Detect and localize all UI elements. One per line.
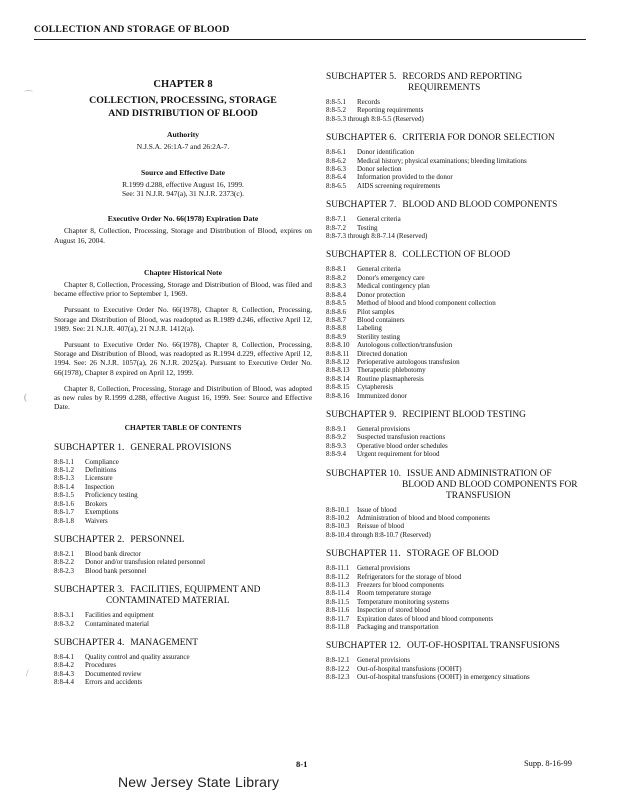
section-number: 8:8-6.4 bbox=[326, 173, 347, 182]
section-number: 8:8-8.10 bbox=[326, 341, 350, 350]
section-number: 8:8-12.1 bbox=[326, 656, 350, 665]
section-number: 8:8-11.8 bbox=[326, 623, 350, 632]
section-title: Waivers bbox=[85, 516, 108, 525]
toc-entry bbox=[54, 474, 312, 482]
supplement-date: Supp. 8-16-99 bbox=[524, 759, 572, 768]
historical-paragraph: Pursuant to Executive Order No. 66(1978), Chapter 8, Collection, Processing, Storage and Distribution of Blood, was readopted as R.1989 d.246, effective April 12, 1989. See: 21 N.J.R. 407(a), 21 N.J.R. 1412(a). bbox=[54, 305, 312, 333]
section-number: 8:8-7.2 bbox=[326, 223, 347, 232]
toc-entry bbox=[54, 611, 312, 619]
section-number: 8:8-9.2 bbox=[326, 433, 347, 442]
toc-entry bbox=[54, 491, 312, 499]
historical-paragraph: Pursuant to Executive Order No. 66(1978), Chapter 8, Collection, Processing, Storage and Distribution of Blood, was readopted as R.1994 d.229, effective April 12, 1994. See: 26 N.J.R. 1057(a), 26 N.J.R. 2025(a). Pursuant to Executive Order No. 66(1978), Chapter 8 expired on April 12, 1999. bbox=[54, 340, 312, 377]
toc-entry bbox=[326, 673, 588, 681]
toc-entry bbox=[54, 678, 312, 686]
subchapter-heading: SUBCHAPTER 12. OUT-OF-HOSPITAL TRANSFUSIONS bbox=[326, 641, 560, 652]
subchapter-heading: SUBCHAPTER 10. ISSUE AND ADMINISTRATION OF BLOOD AND BLOOD COMPONENTS FOR TRANSFUSION bbox=[326, 468, 578, 501]
section-number: 8:8-8.14 bbox=[326, 374, 350, 383]
section-number: 8:8-8.13 bbox=[326, 366, 350, 375]
subchapter-heading: SUBCHAPTER 4. MANAGEMENT bbox=[54, 637, 199, 648]
section-title: Room temperature storage bbox=[357, 589, 432, 598]
subchapter-list bbox=[54, 653, 312, 687]
section-title: General provisions bbox=[357, 656, 411, 665]
section-title: Autologous collection/transfusion bbox=[357, 341, 453, 350]
section-number: 8:8-4.2 bbox=[54, 661, 75, 670]
exec-order-heading: Executive Order No. 66(1978) Expiration Date bbox=[107, 214, 259, 224]
section-title: Operative blood order schedules bbox=[357, 441, 448, 450]
section-title: Brokers bbox=[85, 499, 108, 508]
library-stamp: New Jersey State Library bbox=[118, 774, 280, 790]
subchapter-heading: SUBCHAPTER 1. GENERAL PROVISIONS bbox=[54, 442, 232, 453]
toc-entry bbox=[326, 182, 588, 190]
toc-entry bbox=[326, 165, 588, 173]
margin-mark: / bbox=[26, 668, 29, 678]
section-title: Reporting requirements bbox=[357, 106, 424, 115]
section-title: Sterility testing bbox=[357, 332, 400, 341]
section-number: 8:8-1.2 bbox=[54, 466, 75, 475]
toc-entry bbox=[326, 564, 588, 572]
section-number: 8:8-9.4 bbox=[326, 450, 347, 459]
section-number: 8:8-7.1 bbox=[326, 215, 347, 224]
section-title: Records bbox=[357, 98, 380, 106]
section-title: Blood bank director bbox=[85, 549, 141, 558]
section-title: Therapeutic phlebotomy bbox=[357, 366, 426, 375]
toc-entry bbox=[326, 581, 588, 589]
toc-entry bbox=[326, 308, 588, 316]
historical-note-heading: Chapter Historical Note bbox=[144, 267, 222, 277]
subchapter-list bbox=[54, 550, 312, 575]
toc-entry bbox=[326, 615, 588, 623]
toc-entry bbox=[54, 661, 312, 669]
toc-entry bbox=[326, 450, 588, 458]
section-title: Perioperative autologous transfusion bbox=[357, 357, 460, 366]
toc-entry bbox=[326, 506, 588, 514]
section-number: 8:8-2.2 bbox=[54, 558, 75, 567]
toc-entry bbox=[326, 316, 588, 324]
toc-entry bbox=[326, 573, 588, 581]
section-title: Errors and accidents bbox=[85, 678, 143, 687]
section-number: 8:8-8.1 bbox=[326, 265, 347, 274]
running-header: COLLECTION AND STORAGE OF BLOOD bbox=[34, 24, 230, 35]
section-title: Donor and/or transfusion related personnel bbox=[85, 558, 206, 567]
subchapter-list bbox=[326, 148, 588, 190]
chapter-number: CHAPTER 8 bbox=[153, 79, 213, 90]
section-title: General criteria bbox=[357, 265, 401, 274]
toc-entry bbox=[326, 148, 588, 156]
toc-reserved-range: 8:8-10.4 through 8:8-10.7 (Reserved) bbox=[326, 530, 431, 539]
subchapter-heading: SUBCHAPTER 6. CRITERIA FOR DONOR SELECTION bbox=[326, 133, 555, 144]
toc-entry bbox=[326, 425, 588, 433]
section-number: 8:8-11.1 bbox=[326, 564, 350, 573]
subchapter-list bbox=[326, 564, 588, 631]
section-number: 8:8-10.1 bbox=[326, 505, 350, 514]
section-title: AIDS screening requirements bbox=[357, 181, 441, 190]
toc-entry bbox=[54, 466, 312, 474]
section-title: Contaminated material bbox=[85, 619, 149, 628]
section-number: 8:8-8.5 bbox=[326, 299, 347, 308]
toc-entry bbox=[326, 598, 588, 606]
section-number: 8:8-8.16 bbox=[326, 391, 350, 400]
left-column bbox=[54, 72, 312, 687]
section-title: General criteria bbox=[357, 215, 401, 224]
toc-entry bbox=[326, 433, 588, 441]
section-title: Proficiency testing bbox=[85, 491, 138, 500]
toc-entry bbox=[54, 653, 312, 661]
toc-entry bbox=[326, 383, 588, 391]
toc-entry bbox=[54, 500, 312, 508]
section-title: Packaging and transportation bbox=[357, 623, 439, 632]
section-title: Reissue of blood bbox=[357, 522, 405, 531]
section-number: 8:8-11.7 bbox=[326, 614, 350, 623]
toc-entry bbox=[326, 299, 588, 307]
right-column bbox=[326, 72, 588, 682]
page-number: 8-1 bbox=[296, 759, 308, 769]
section-number: 8:8-1.8 bbox=[54, 516, 75, 525]
subchapter-list bbox=[326, 215, 588, 240]
section-number: 8:8-3.1 bbox=[54, 611, 75, 620]
section-number: 8:8-8.7 bbox=[326, 315, 347, 324]
subchapter-list bbox=[326, 656, 588, 681]
section-title: Information provided to the donor bbox=[357, 173, 453, 182]
section-title: Medical contingency plan bbox=[357, 282, 430, 291]
section-title: Procedures bbox=[85, 661, 117, 670]
toc-entry bbox=[54, 567, 312, 575]
section-number: 8:8-6.1 bbox=[326, 148, 347, 157]
source-line: R.1999 d.288, effective August 16, 1999. bbox=[122, 179, 244, 189]
section-title: Blood bank personnel bbox=[85, 566, 147, 575]
source-line: See: 31 N.J.R. 947(a), 31 N.J.R. 2373(c). bbox=[122, 189, 244, 199]
subchapter-list bbox=[54, 458, 312, 525]
section-title: Method of blood and blood component collection bbox=[357, 299, 496, 308]
section-number: 8:8-12.3 bbox=[326, 673, 350, 682]
section-number: 8:8-4.1 bbox=[54, 652, 75, 661]
section-title: Temperature monitoring systems bbox=[357, 597, 450, 606]
subchapter-heading: SUBCHAPTER 9. RECIPIENT BLOOD TESTING bbox=[326, 409, 526, 420]
section-title: Medical history; physical examinations; bleeding limitations bbox=[357, 156, 527, 165]
section-title: Donor's emergency care bbox=[357, 273, 425, 282]
section-number: 8:8-5.2 bbox=[326, 106, 347, 115]
margin-mark: ⌒ bbox=[24, 90, 34, 100]
section-number: 8:8-10.2 bbox=[326, 514, 350, 522]
section-title: Donor protection bbox=[357, 290, 406, 299]
subchapter-heading: SUBCHAPTER 5. RECORDS AND REPORTING REQUIREMENTS bbox=[326, 72, 523, 93]
section-number: 8:8-8.9 bbox=[326, 332, 347, 341]
exec-order-text: Chapter 8, Collection, Processing, Storage and Distribution of Blood, expires on August 16, 2004. bbox=[54, 226, 312, 245]
toc-entry bbox=[326, 98, 588, 106]
toc-entry bbox=[54, 508, 312, 516]
section-number: 8:8-5.1 bbox=[326, 98, 347, 106]
section-number: 8:8-2.1 bbox=[54, 549, 75, 558]
section-number: 8:8-8.2 bbox=[326, 273, 347, 282]
section-number: 8:8-8.12 bbox=[326, 357, 350, 366]
section-title: Routine plasmapheresis bbox=[357, 374, 424, 383]
section-title: Definitions bbox=[85, 466, 117, 475]
toc-entry bbox=[54, 483, 312, 491]
section-title: Refrigerators for the storage of blood bbox=[357, 572, 462, 581]
section-number: 8:8-3.2 bbox=[54, 619, 75, 628]
subchapter-heading: SUBCHAPTER 7. BLOOD AND BLOOD COMPONENTS bbox=[326, 200, 558, 211]
section-number: 8:8-11.2 bbox=[326, 572, 350, 581]
section-number: 8:8-9.1 bbox=[326, 424, 347, 433]
section-number: 8:8-8.15 bbox=[326, 383, 350, 392]
toc-entry bbox=[326, 350, 588, 358]
toc-entry bbox=[54, 458, 312, 466]
toc-entry bbox=[326, 665, 588, 673]
historical-paragraph: Chapter 8, Collection, Processing, Storage and Distribution of Blood, was filed and became effective prior to September 1, 1969. bbox=[54, 280, 312, 299]
section-title: Facilities and equipment bbox=[85, 611, 154, 620]
toc-entry bbox=[326, 265, 588, 273]
toc-entry bbox=[326, 291, 588, 299]
source-heading: Source and Effective Date bbox=[140, 167, 225, 177]
toc-entry bbox=[326, 224, 588, 232]
section-title: Suspected transfusion reactions bbox=[357, 433, 446, 442]
section-title: Exemptions bbox=[85, 508, 119, 517]
section-number: 8:8-2.3 bbox=[54, 566, 75, 575]
toc-entry bbox=[326, 522, 588, 530]
section-title: Out-of-hospital transfusions (OOHT) in emergency situations bbox=[357, 673, 530, 682]
authority-heading: Authority bbox=[166, 130, 200, 140]
subchapter-heading: SUBCHAPTER 2. PERSONNEL bbox=[54, 534, 185, 545]
section-number: 8:8-6.3 bbox=[326, 165, 347, 174]
toc-entry bbox=[54, 620, 312, 628]
subchapter-heading: SUBCHAPTER 11. STORAGE OF BLOOD bbox=[326, 549, 499, 560]
section-number: 8:8-1.6 bbox=[54, 499, 75, 508]
section-number: 8:8-11.4 bbox=[326, 589, 350, 598]
historical-paragraph: Chapter 8, Collection, Processing, Storage and Distribution of Blood, was adopted as new rules by R.1999 d.288, effective August 16, 1999. See: Source and Effective Date. bbox=[54, 383, 312, 412]
section-number: 8:8-8.8 bbox=[326, 324, 347, 333]
section-number: 8:8-8.6 bbox=[326, 307, 347, 316]
section-title: Blood containers bbox=[357, 315, 405, 324]
toc-entry bbox=[326, 173, 588, 181]
toc-reserved-range: 8:8-7.3 through 8:8-7.14 (Reserved) bbox=[326, 232, 428, 241]
toc-entry bbox=[54, 670, 312, 678]
toc-entry bbox=[54, 558, 312, 566]
toc-entry bbox=[326, 358, 588, 366]
section-title: General provisions bbox=[357, 564, 411, 573]
toc-entry bbox=[326, 606, 588, 614]
section-number: 8:8-8.3 bbox=[326, 282, 347, 291]
section-title: Licensure bbox=[85, 474, 113, 483]
chapter-title: COLLECTION, PROCESSING, STORAGE AND DISTRIBUTION OF BLOOD bbox=[89, 95, 277, 119]
section-title: Documented review bbox=[85, 669, 142, 678]
toc-entry bbox=[326, 589, 588, 597]
section-number: 8:8-1.4 bbox=[54, 482, 75, 491]
authority-text: N.J.S.A. 26:1A-7 and 26:2A-7. bbox=[136, 142, 230, 152]
section-number: 8:8-4.4 bbox=[54, 678, 75, 687]
section-title: Compliance bbox=[85, 457, 119, 466]
section-title: Directed donation bbox=[357, 349, 408, 358]
section-number: 8:8-12.2 bbox=[326, 664, 350, 673]
section-title: Issue of blood bbox=[357, 505, 397, 514]
toc-entry bbox=[326, 514, 588, 522]
section-number: 8:8-10.3 bbox=[326, 522, 350, 531]
toc-entry bbox=[326, 366, 588, 374]
toc-entry bbox=[326, 623, 588, 631]
subchapter-list bbox=[326, 98, 588, 123]
section-number: 8:8-9.3 bbox=[326, 441, 347, 450]
section-number: 8:8-4.3 bbox=[54, 669, 75, 678]
section-title: Pilot samples bbox=[357, 307, 395, 316]
section-title: Administration of blood and blood components bbox=[357, 514, 490, 522]
toc-entry bbox=[326, 215, 588, 223]
subchapter-list bbox=[54, 611, 312, 628]
section-number: 8:8-8.4 bbox=[326, 290, 347, 299]
toc-entry bbox=[326, 341, 588, 349]
section-number: 8:8-11.5 bbox=[326, 597, 350, 606]
subchapter-heading: SUBCHAPTER 3. FACILITIES, EQUIPMENT AND CONTAMINATED MATERIAL bbox=[54, 585, 261, 607]
section-number: 8:8-1.3 bbox=[54, 474, 75, 483]
section-title: Inspection of stored blood bbox=[357, 606, 431, 615]
subchapter-heading: SUBCHAPTER 8. COLLECTION OF BLOOD bbox=[326, 250, 511, 261]
section-title: Inspection bbox=[85, 482, 115, 491]
toc-title: CHAPTER TABLE OF CONTENTS bbox=[124, 423, 242, 433]
section-title: Donor identification bbox=[357, 148, 414, 157]
section-title: Cytapheresis bbox=[357, 383, 394, 392]
toc-entry bbox=[326, 106, 588, 114]
margin-mark: ( bbox=[24, 392, 27, 402]
subchapter-list bbox=[326, 425, 588, 459]
header-rule bbox=[34, 39, 586, 40]
toc-reserved-range: 8:8-5.3 through 8:8-5.5 (Reserved) bbox=[326, 114, 424, 123]
section-title: Immunized donor bbox=[357, 391, 407, 400]
section-title: Urgent requirement for blood bbox=[357, 450, 440, 459]
section-title: Testing bbox=[357, 223, 378, 232]
section-title: General provisions bbox=[357, 424, 411, 433]
toc-entry bbox=[326, 442, 588, 450]
toc-entry bbox=[54, 517, 312, 525]
subchapter-list bbox=[326, 506, 588, 540]
toc-entry bbox=[326, 282, 588, 290]
toc-entry bbox=[326, 375, 588, 383]
section-number: 8:8-1.7 bbox=[54, 508, 75, 517]
section-number: 8:8-1.5 bbox=[54, 491, 75, 500]
section-number: 8:8-1.1 bbox=[54, 457, 75, 466]
toc-entry bbox=[326, 392, 588, 400]
section-title: Freezers for blood components bbox=[357, 581, 444, 590]
toc-entry bbox=[326, 324, 588, 332]
subchapter-list bbox=[326, 265, 588, 400]
section-number: 8:8-6.2 bbox=[326, 156, 347, 165]
section-title: Expiration dates of blood and blood components bbox=[357, 614, 494, 623]
section-number: 8:8-6.5 bbox=[326, 181, 347, 190]
toc-entry bbox=[326, 656, 588, 664]
toc-entry bbox=[326, 274, 588, 282]
toc-entry bbox=[326, 333, 588, 341]
section-number: 8:8-8.11 bbox=[326, 349, 350, 358]
section-title: Quality control and quality assurance bbox=[85, 652, 190, 661]
section-number: 8:8-11.3 bbox=[326, 581, 350, 590]
section-title: Labeling bbox=[357, 324, 382, 333]
toc-entry bbox=[326, 157, 588, 165]
toc-entry bbox=[54, 550, 312, 558]
section-title: Out-of-hospital transfusions (OOHT) bbox=[357, 664, 462, 673]
section-title: Donor selection bbox=[357, 165, 402, 174]
section-number: 8:8-11.6 bbox=[326, 606, 350, 615]
